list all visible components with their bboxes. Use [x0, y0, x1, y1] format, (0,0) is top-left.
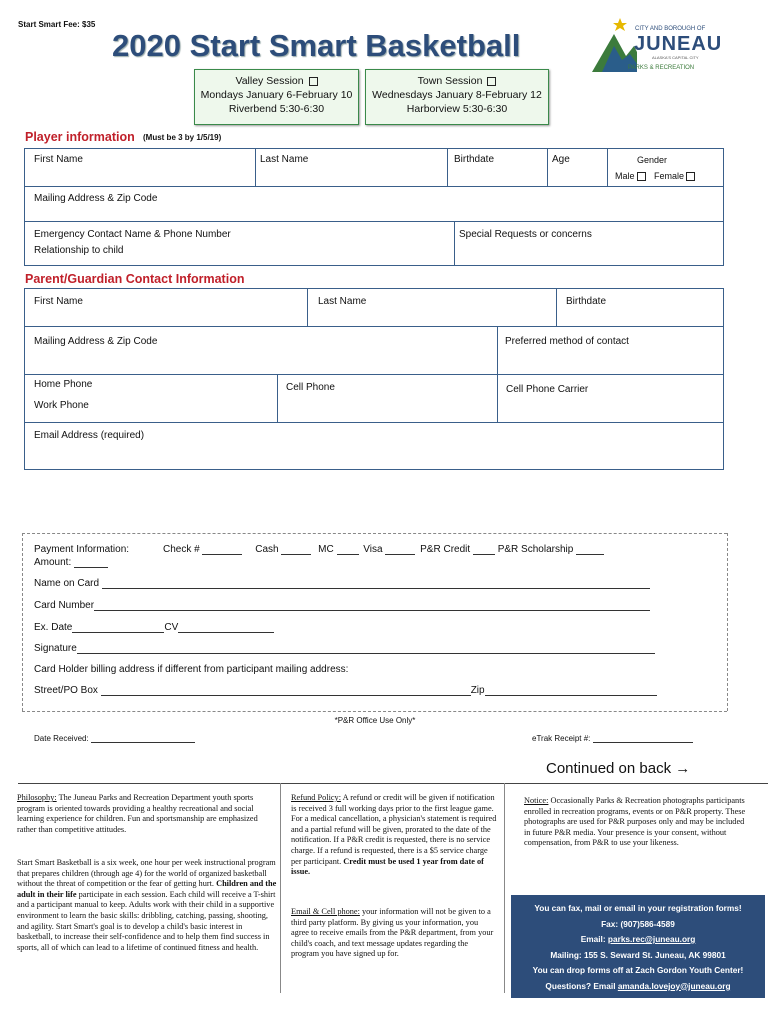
player-gender-label: Gender — [637, 155, 668, 165]
player-mailing-label: Mailing Address & Zip Code — [34, 193, 158, 204]
cell-phone-field[interactable] — [279, 396, 495, 420]
player-last-name-label: Last Name — [260, 154, 309, 165]
billing-label: Card Holder billing address if different from participant mailing address: — [34, 664, 349, 675]
cash-field[interactable] — [281, 544, 311, 555]
special-requests-field[interactable] — [456, 241, 722, 265]
work-phone-label: Work Phone — [34, 400, 89, 411]
phone-fields[interactable] — [26, 375, 276, 421]
valley-session-dates: Mondays January 6-February 10 — [200, 89, 353, 101]
player-last-name-field[interactable] — [257, 168, 445, 184]
cash-label: Cash — [255, 544, 279, 555]
notice-text: Notice: Occasionally Parks & Recreation photographs participants enrolled in recreation programs, events or on P&R property. These photographs are used for P&R purposes only and may be included in future P&R media. Your presence is your consent, without compensation, from P&R to use your likeness. — [524, 796, 746, 848]
cell-phone-label: Cell Phone — [286, 382, 335, 393]
player-age-label: Age — [552, 154, 570, 165]
parent-birthdate-label: Birthdate — [566, 296, 607, 307]
registration-mailing: Mailing: 155 S. Seward St. Juneau, AK 99801 — [550, 949, 726, 960]
check-field[interactable] — [202, 544, 242, 555]
player-age-note: (Must be 3 by 1/5/19) — [143, 133, 222, 142]
email-cell-title: Email & Cell phone: — [291, 907, 360, 916]
relationship-label: Relationship to child — [34, 245, 124, 256]
town-session-dates: Wednesdays January 8-February 12 — [372, 89, 542, 101]
date-received-label: Date Received: — [34, 734, 89, 743]
parent-last-name-label: Last Name — [318, 296, 367, 307]
visa-field[interactable] — [385, 544, 415, 555]
continued-label: Continued on back — [546, 760, 672, 777]
parent-birthdate-field[interactable] — [558, 310, 722, 325]
etrak-field[interactable] — [593, 734, 693, 743]
page-title: 2020 Start Smart Basketball — [112, 28, 521, 63]
pr-credit-label: P&R Credit — [420, 544, 471, 555]
parent-last-name-field[interactable] — [309, 310, 555, 325]
logo-line1: CITY AND BOROUGH OF — [635, 26, 706, 32]
parent-mailing-field[interactable] — [26, 350, 496, 372]
parent-first-name-field[interactable] — [26, 310, 306, 325]
refund-title: Refund Policy: — [291, 793, 342, 802]
parent-first-name-label: First Name — [34, 296, 83, 307]
visa-label: Visa — [363, 544, 383, 555]
player-birthdate-field[interactable] — [449, 168, 545, 184]
etrak-label: eTrak Receipt #: — [532, 734, 591, 743]
emergency-contact-label: Emergency Contact Name & Phone Number — [34, 229, 231, 240]
zip-label: Zip — [470, 685, 485, 696]
registration-drop: You can drop forms off at Zach Gordon Youth Center! — [532, 965, 744, 975]
questions-label: Questions? Email — [545, 980, 616, 991]
player-heading: Player information — [25, 130, 135, 144]
mc-label: MC — [318, 544, 334, 555]
email-label: Email Address (required) — [34, 430, 145, 441]
street-field[interactable] — [101, 685, 471, 696]
amount-field[interactable] — [74, 557, 108, 568]
cv-field[interactable] — [178, 622, 274, 633]
valley-session-name: Valley Session — [235, 75, 304, 87]
registration-line1: You can fax, mail or email in your registration forms! — [534, 903, 742, 913]
exp-date-label: Ex. Date — [34, 622, 73, 633]
town-session-location: Harborview 5:30-6:30 — [406, 103, 508, 115]
name-on-card-field[interactable] — [102, 578, 650, 589]
registration-email-link[interactable]: parks.rec@juneau.org — [607, 934, 696, 944]
registration-email-label: Email: — [580, 934, 606, 944]
email-cell-text: Email & Cell phone: your information will not be given to a third party platform. By giving us your information, you agree to receive emails from the P&R department, from your child's coach, and text message updates regarding the program you have signed up for. — [291, 907, 494, 959]
preferred-contact-label: Preferred method of contact — [505, 336, 629, 347]
preferred-contact-field[interactable] — [499, 350, 722, 372]
valley-session-box — [194, 69, 359, 125]
refund-policy-text: Refund Policy: A refund or credit will be given if notification is received 3 full working days prior to the first league game. For a medical cancellation, a physician's statement is required and a partial refund will be given, prorated to the date of the notification. If a P&R credit is requested, there is no service charge. If a refund is requested, there is a $5 service charge per participant. Credit must be used 1 year from date of issue. — [291, 793, 497, 877]
office-use-label: *P&R Office Use Only* — [334, 716, 416, 725]
program-text: Start Smart Basketball is a six week, one hour per week instructional program that prepares children (through age 4) for the world of organized basketball without the threat of competition or the fear of getting hurt. Children and the adult in their life participate in each session. Each child will receive a T-shirt and a participant manual to keep. Adults work with their child in a supportive environment to learn the basic skills: dribbling, catching, passing, shooting, and agility. Start Smart's goal is to develop a child's basic interest in basketball, to increase their self-confidence and to help them find success in sports, all of which can lead to a lifetime of continued fitness and health. — [17, 858, 277, 952]
cell-carrier-label: Cell Phone Carrier — [506, 384, 589, 395]
name-on-card-label: Name on Card — [34, 578, 100, 589]
signature-field[interactable] — [77, 643, 655, 654]
female-checkbox[interactable] — [686, 172, 695, 181]
parent-mailing-label: Mailing Address & Zip Code — [34, 336, 158, 347]
male-checkbox[interactable] — [637, 172, 646, 181]
female-label: Female — [654, 171, 685, 181]
valley-session-location: Riverbend 5:30-6:30 — [228, 103, 325, 115]
philosophy-title: Philosophy: — [17, 793, 57, 802]
logo-line4: ALASKA'S CAPITAL CITY — [652, 55, 699, 60]
notice-title: Notice: — [524, 796, 549, 805]
philosophy-text: Philosophy: The Juneau Parks and Recreation Department youth sports program is oriented towards providing a healthy recreational and social learning experience for children. Fun and sportsmanship are emphasized rather than competitive attitudes. — [17, 793, 258, 834]
player-first-name-label: First Name — [34, 154, 83, 165]
cell-carrier-field[interactable] — [499, 398, 722, 420]
pr-scholarship-field[interactable] — [576, 544, 604, 555]
date-received-field[interactable] — [91, 734, 195, 743]
logo-line3: PARKS & RECREATION — [628, 65, 695, 71]
town-session-checkbox[interactable] — [487, 77, 496, 86]
card-number-label: Card Number — [34, 600, 95, 611]
emergency-contact-field[interactable] — [26, 223, 452, 265]
home-phone-label: Home Phone — [34, 379, 93, 390]
player-mailing-field[interactable] — [26, 206, 722, 220]
exp-date-field[interactable] — [72, 622, 164, 633]
juneau-logo — [592, 16, 723, 76]
special-requests-label: Special Requests or concerns — [459, 229, 592, 240]
valley-session-checkbox[interactable] — [309, 77, 318, 86]
town-session-name: Town Session — [417, 75, 483, 87]
email-field[interactable] — [26, 444, 722, 468]
player-birthdate-label: Birthdate — [454, 154, 495, 165]
questions-email-link[interactable]: amanda.lovejoy@juneau.org — [617, 980, 731, 991]
amount-label: Amount: — [34, 557, 72, 568]
payment-info-label: Payment Information: — [34, 544, 130, 555]
player-age-field[interactable] — [549, 168, 605, 184]
street-label: Street/PO Box — [34, 685, 98, 696]
card-number-field[interactable] — [94, 600, 650, 611]
mc-field[interactable] — [337, 544, 359, 555]
registration-fax: Fax: (907)586-4589 — [601, 918, 675, 929]
player-first-name-field[interactable] — [26, 168, 254, 184]
registration-box — [511, 895, 765, 998]
cv-label: CV — [164, 622, 179, 633]
pr-scholarship-label: P&R Scholarship — [497, 544, 574, 555]
town-session-box — [365, 69, 549, 125]
pr-credit-field[interactable] — [473, 544, 495, 555]
parent-heading: Parent/Guardian Contact Information — [25, 272, 245, 286]
signature-label: Signature — [34, 643, 77, 654]
zip-field[interactable] — [485, 685, 657, 696]
male-label: Male — [615, 171, 635, 181]
fee-label: Start Smart Fee: $35 — [18, 20, 96, 29]
arrow-right-icon: → — [675, 760, 691, 777]
check-label: Check # — [163, 544, 200, 555]
logo-juneau: JUNEAU — [634, 33, 723, 55]
